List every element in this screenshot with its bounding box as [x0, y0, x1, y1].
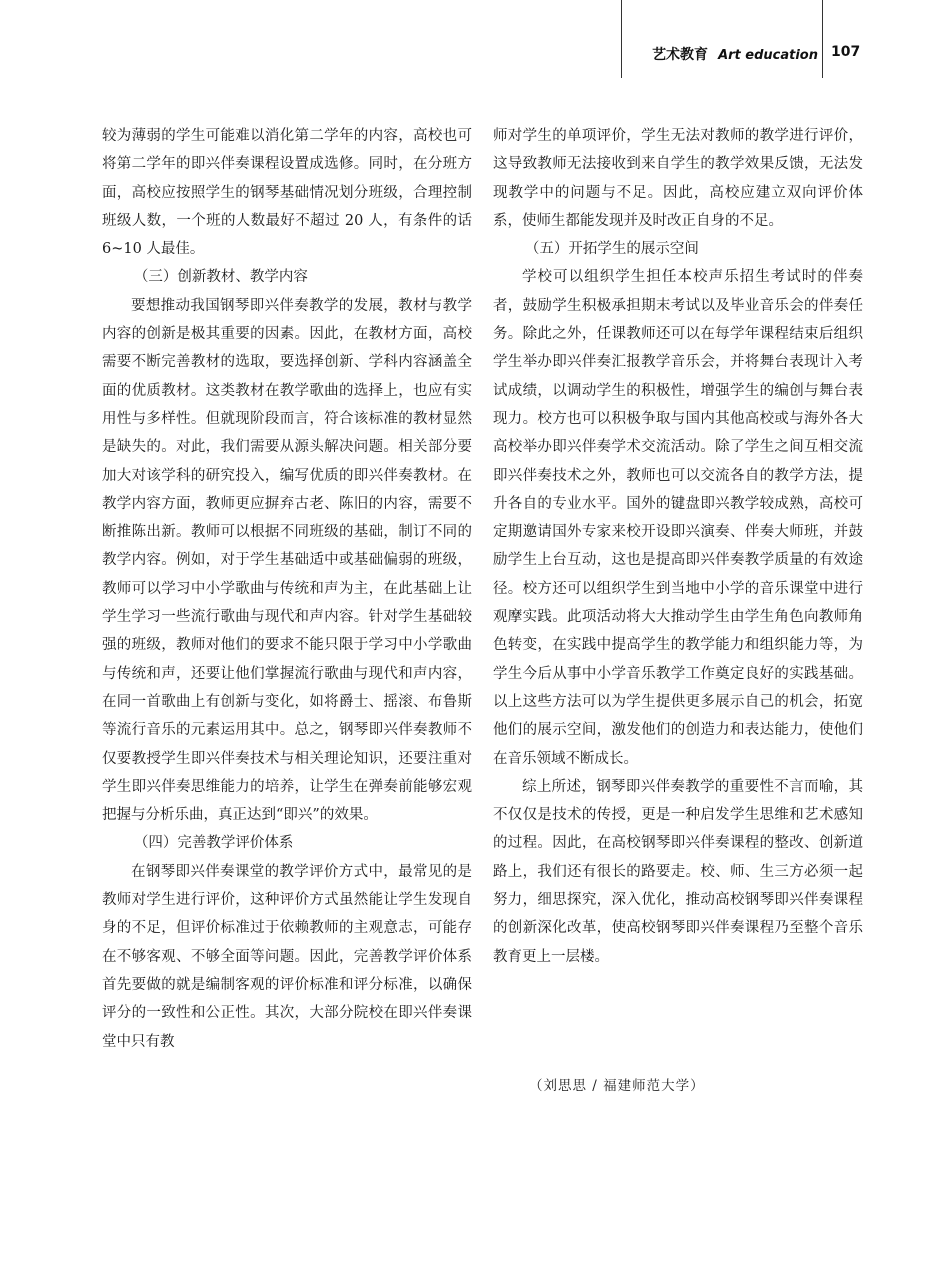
journal-title-en: Art education [718, 48, 818, 63]
header-divider-left [621, 0, 622, 78]
journal-title-cn: 艺术教育 [652, 47, 709, 63]
author-signature: （刘思思 / 福建师范大学） [529, 1078, 705, 1094]
paragraph-continued-left: 较为薄弱的学生可能难以消化第二学年的内容，高校也可将第二学年的即兴伴奏课程设置成选修。同时，在分班方面，高校应按照学生的钢琴基础情况划分班级，合理控制班级人数，一个班的人数最好不超过 20 人，有条件的话 6~10 人最佳。 [102, 128, 472, 258]
paragraph-innovation: 要想推动我国钢琴即兴伴奏教学的发展，教材与教学内容的创新是极其重要的因素。因此，在教材方面，高校需要不断完善教材的选取，要选择创新、学科内容涵盖全面的优质教材。这类教材在教学歌曲的选择上，也应有实用性与多样性。但就现阶段而言，符合该标准的教材显然是缺失的。对此，我们需要从源头解决问题。相关部分要加大对该学科的研究投入，编写优质的即兴伴奏教材。在教学内容方面，教师更应摒弃古老、陈旧的内容，需要不断推陈出新。教师可以根据不同班级的基础，制订不同的教学内容。例如，对于学生基础适中或基础偏弱的班级，教师可以学习中小学歌曲与传统和声为主，在此基础上让学生学习一些流行歌曲与现代和声内容。针对学生基础较强的班级，教师对他们的要求不能只限于学习中小学歌曲与传统和声，还要让他们掌握流行歌曲与现代和声内容，在同一首歌曲上有创新与变化，如将爵士、摇滚、布鲁斯等流行音乐的元素运用其中。总之，钢琴即兴伴奏教师不仅要教授学生即兴伴奏技术与相关理论知识，还要注重对学生即兴伴奏思维能力的培养，让学生在弹奏前能够宏观把握与分析乐曲，真正达到“即兴”的效果。 [102, 297, 472, 824]
section-heading-3: （三）创新教材、教学内容 [133, 269, 308, 286]
paragraph-conclusion: 综上所述，钢琴即兴伴奏教学的重要性不言而喻，其不仅仅是技术的传授，更是一种启发学生思维和艺术感知的过程。因此，在高校钢琴即兴伴奏课程的整改、创新道路上，我们还有很长的路要走。校、师、生三方必须一起努力，细思探究，深入优化，推动高校钢琴即兴伴奏课程的创新深化改革，使高校钢琴即兴伴奏课程乃至整个音乐教育更上一层楼。 [493, 778, 863, 965]
section-heading-5: （五）开拓学生的展示空间 [524, 241, 699, 258]
paragraph-showcase: 学校可以组织学生担任本校声乐招生考试时的伴奏者，鼓励学生积极承担期末考试以及毕业音乐会的伴奏任务。除此之外，任课教师还可以在每学年课程结束后组织学生举办即兴伴奏汇报教学音乐会，并将舞台表现计入考试成绩，以调动学生的积极性，增强学生的编创与舞台表现力。校方也可以积极争取与国内其他高校或与海外各大高校举办即兴伴奏学术交流活动。除了学生之间互相交流即兴伴奏技术之外，教师也可以交流各自的教学方法，提升各自的专业水平。国外的键盘即兴教学较成熟，高校可定期邀请国外专家来校开设即兴演奏、伴奏大师班，并鼓励学生上台互动，这也是提高即兴伴奏教学质量的有效途径。校方还可以组织学生到当地中小学的音乐课堂中进行观摩实践。此项活动将大大推动学生由学生角色向教师角色转变，在实践中提高学生的教学能力和组织能力等，为学生今后从事中小学音乐教学工作奠定良好的实践基础。以上这些方法可以为学生提供更多展示自己的机会，拓宽他们的展示空间，激发他们的创造力和表达能力，使他们在音乐领域不断成长。 [493, 269, 863, 767]
paragraph-evaluation: 在钢琴即兴伴奏课堂的教学评价方式中，最常见的是教师对学生进行评价，这种评价方式虽然能让学生发现自身的不足，但评价标准过于依赖教师的主观意志，可能存在不够客观、不够全面等问题。因此，完善教学评价体系首先要做的就是编制客观的评价标准和评分标准，以确保评分的一致性和公正性。其次，大部分院校在即兴伴奏课堂中只有教 [102, 863, 472, 1050]
left-column [102, 122, 472, 1056]
header-divider-right [822, 0, 823, 78]
paragraph-continued-right: 师对学生的单项评价，学生无法对教师的教学进行评价，这导致教师无法接收到来自学生的教学效果反馈，无法发现教学中的问题与不足。因此，高校应建立双向评价体系，使师生都能发现并及时改正自身的不足。 [493, 128, 863, 229]
running-head [630, 44, 818, 64]
page-number: 107 [831, 44, 861, 60]
right-column [493, 122, 863, 971]
section-heading-4: （四）完善教学评价体系 [133, 835, 294, 852]
